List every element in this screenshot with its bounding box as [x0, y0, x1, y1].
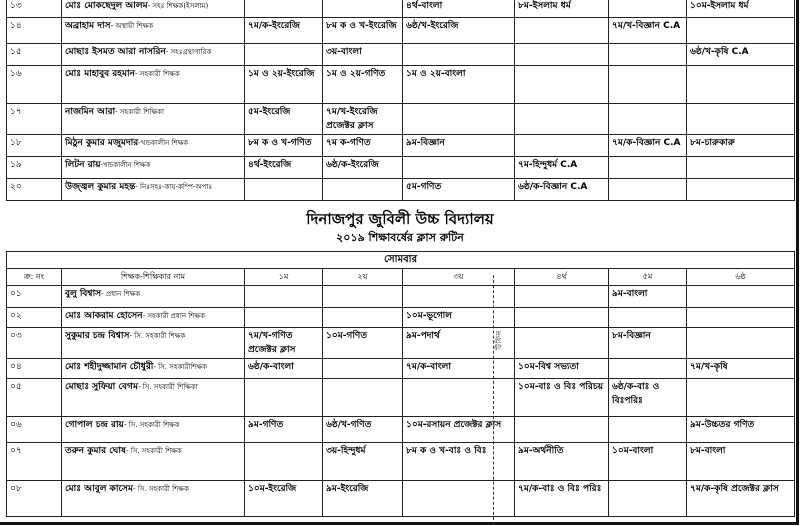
period-cell	[609, 157, 687, 179]
serial-number: ২০	[7, 179, 62, 201]
period-cell: ৮ম-বাংলা	[687, 443, 795, 481]
period-cell	[687, 308, 795, 328]
period-cell	[687, 179, 795, 201]
period-cell	[609, 66, 687, 104]
period-cell: ৭ম/ক-বাংলা	[403, 359, 515, 379]
routine-row	[7, 379, 795, 417]
period-cell: ৮ম-ইসলাম ধর্ম	[515, 0, 609, 18]
period-cell	[609, 104, 687, 135]
period-cell: ৬ষ্ঠ/ক-বাঃ ও বিঃপরিঃ	[609, 379, 687, 417]
period-cell	[245, 308, 323, 328]
routine-row	[7, 359, 795, 379]
period-cell	[687, 328, 795, 359]
routine-row	[7, 443, 795, 481]
period-cell: ১ম ও ২য়-গণিত	[323, 66, 403, 104]
column-header: ১ম	[245, 269, 323, 286]
teacher-name: মিঠুন কুমার মজুমদার-খন্ডকালীন শিক্ষক	[62, 135, 245, 157]
period-cell: ৭ম/খ-কৃষি	[687, 359, 795, 379]
teacher-name: নাজমিন আরা- সহকারী শিক্ষিকা	[62, 104, 245, 135]
period-cell: ৭ম-হিন্দুধর্ম C.A	[515, 157, 609, 179]
period-cell: ৪র্থ-বাংলা	[403, 0, 515, 18]
serial-number: ১৮	[7, 135, 62, 157]
routine-row	[7, 135, 795, 157]
period-cell: ১০ম-ইংরেজি	[245, 481, 323, 517]
serial-number: ১৩	[7, 0, 62, 18]
teacher-name: লিটন রায়-খন্ডকালীন শিক্ষক	[62, 157, 245, 179]
column-header: ক্র: নং	[7, 269, 62, 286]
teacher-name: মোঃ মাহাবুব রহমান- সহকারী শিক্ষক	[62, 66, 245, 104]
period-cell: ৯ম-অর্থনীতি	[515, 443, 609, 481]
period-cell	[609, 308, 687, 328]
period-cell: ৯ম-গণিত	[245, 417, 323, 443]
serial-number: ০৮	[7, 481, 62, 517]
period-cell	[609, 44, 687, 66]
routine-row	[7, 66, 795, 104]
period-cell: ৪র্থ-ইংরেজি	[245, 157, 323, 179]
column-header: ৫ম	[609, 269, 687, 286]
period-cell	[515, 308, 609, 328]
period-cell: ৬ষ্ঠ/ক-ইংরেজি	[323, 157, 403, 179]
period-cell: ৮ম ক ও খ-ইংরেজি	[323, 18, 403, 44]
period-cell: ৯ম-পদার্থ	[403, 328, 515, 359]
period-cell: ৬ষ্ঠ/খ-ইংরেজি	[403, 18, 515, 44]
teacher-name: সুকুমার চন্দ্র বিশ্বাস- সি. সহকারী শিক্ষক	[62, 328, 245, 359]
serial-number: ১৪	[7, 18, 62, 44]
period-cell	[323, 179, 403, 201]
period-cell	[245, 379, 323, 417]
day-label: সোমবার	[7, 252, 795, 269]
period-cell	[245, 443, 323, 481]
period-cell: ১০ম-গণিত	[323, 328, 403, 359]
routine-row	[7, 179, 795, 201]
routine-row	[7, 417, 795, 443]
teacher-name: মোছাঃ সুফিয়া বেগম- সি. সহকারী শিক্ষিকা	[62, 379, 245, 417]
period-cell: ৭ম/খ-বিজ্ঞান C.A	[609, 18, 687, 44]
period-cell	[245, 179, 323, 201]
serial-number: ০৩	[7, 328, 62, 359]
teacher-name: মোছাঃ ইসমত আরা নাসরিন- সহঃগ্রন্থাগারিক	[62, 44, 245, 66]
period-cell	[515, 44, 609, 66]
period-cell: ৮ম-বিজ্ঞান	[609, 328, 687, 359]
period-cell: ৮ম-চারুকারু	[687, 135, 795, 157]
serial-number: ০১	[7, 286, 62, 308]
period-cell	[609, 179, 687, 201]
teacher-name: বুলু বিশ্বাস- প্রধান শিক্ষক	[62, 286, 245, 308]
period-cell: ৮ম ক ও খ-গণিত	[245, 135, 323, 157]
serial-number: ১৭	[7, 104, 62, 135]
period-cell: ৭ম/ক-ইংরেজি	[245, 18, 323, 44]
routine-row	[7, 44, 795, 66]
routine-row	[7, 157, 795, 179]
routine-row	[7, 0, 795, 18]
period-cell: ৫ম-গণিত	[403, 179, 515, 201]
teacher-name: মোঃ শহীদুজ্জামান চৌধুরী- সি. সহকারীশিক্ষক	[62, 359, 245, 379]
period-cell: ১ম ও ২য়-বাংলা	[403, 66, 515, 104]
period-cell: ৭ম ক-গণিত	[323, 135, 403, 157]
period-cell: ৭ম/ক-কৃষি প্রজেক্টর ক্লাস	[687, 481, 795, 517]
period-cell	[403, 481, 515, 517]
period-cell	[609, 359, 687, 379]
period-cell	[403, 157, 515, 179]
period-cell	[687, 104, 795, 135]
period-cell	[515, 18, 609, 44]
serial-number: ১৬	[7, 66, 62, 104]
serial-number: ১৯	[7, 157, 62, 179]
period-cell	[609, 417, 687, 443]
period-cell	[609, 481, 687, 517]
teacher-name: গোপাল চন্দ্র রায়- সি. সহকারী শিক্ষক	[62, 417, 245, 443]
period-cell: ১০ম-রসায়ন প্রজেক্টর ক্লাস	[403, 417, 515, 443]
period-cell: ৭ম/ক-বিজ্ঞান C.A	[609, 135, 687, 157]
period-cell	[515, 286, 609, 308]
period-cell	[323, 359, 403, 379]
period-cell	[403, 286, 515, 308]
period-cell: ৬ষ্ঠ/খ-কৃষি C.A	[687, 44, 795, 66]
column-header: ৬ষ্ঠ	[687, 269, 795, 286]
serial-number: ০৫	[7, 379, 62, 417]
period-cell: ৬ষ্ঠ/খ-গণিত	[323, 417, 403, 443]
period-cell: ১০ম-বাংলা	[609, 443, 687, 481]
period-cell	[687, 379, 795, 417]
serial-number: ০২	[7, 308, 62, 328]
period-cell: ৯ম-ইংরেজি	[323, 481, 403, 517]
period-cell: ৬ষ্ঠ/ক-বিজ্ঞান C.A	[515, 179, 609, 201]
period-cell	[515, 417, 609, 443]
teacher-name: মোঃ মোকছেদুল আলম- সহঃ শিক্ষক(ইসলাম)	[62, 0, 245, 18]
teacher-name: উজ্জ্বল কুমার মহন্ত- নিঃসহঃ-কায-কম্পি-অপাঃ	[62, 179, 245, 201]
teacher-name: মোঃ আবুল কাসেম- সি. সহকারী শিক্ষক	[62, 481, 245, 517]
period-cell: ৭ম/খ-ইংরেজি প্রজেক্টর ক্লাস	[323, 104, 403, 135]
period-cell: ৩য়-হিন্দুধর্ম	[323, 443, 403, 481]
period-cell	[515, 328, 609, 359]
routine-row	[7, 481, 795, 517]
column-header: ৪র্থ	[515, 269, 609, 286]
period-cell: ১০ম-বিশ্ব সভ্যতা	[515, 359, 609, 379]
period-cell	[403, 44, 515, 66]
monday-routine-table	[6, 251, 795, 517]
routine-row	[7, 104, 795, 135]
routine-row	[7, 308, 795, 328]
serial-number: ১৫	[7, 44, 62, 66]
serial-number: ০৭	[7, 443, 62, 481]
top-routine-table	[6, 0, 795, 201]
period-cell	[687, 286, 795, 308]
teacher-name: তরুন কুমার ঘোষ- সি. সহকারী শিক্ষক	[62, 443, 245, 481]
tiffin-break-label: টিফিন	[495, 329, 503, 350]
period-cell	[609, 0, 687, 18]
period-cell	[403, 104, 515, 135]
period-cell	[245, 286, 323, 308]
routine-row	[7, 286, 795, 308]
period-cell	[323, 286, 403, 308]
period-cell	[687, 66, 795, 104]
period-cell: ১ম ও ২য়-ইংরেজি	[245, 66, 323, 104]
column-header-row	[7, 269, 795, 286]
school-name: দিনাজপুর জুবিলী উচ্চ বিদ্যালয়	[306, 210, 494, 228]
column-header: ৩য়	[403, 269, 515, 286]
routine-subtitle: ২০১৯ শিক্ষাবর্ষের ক্লাস রুটিন	[336, 231, 464, 244]
period-cell	[323, 308, 403, 328]
serial-number: ০৬	[7, 417, 62, 443]
period-cell	[245, 0, 323, 18]
period-cell: ৬ষ্ঠ/ক-বাংলা	[245, 359, 323, 379]
teacher-name: অব্রাহাম দাস- অস্থায়ী শিক্ষক	[62, 18, 245, 44]
period-cell	[687, 157, 795, 179]
period-cell	[323, 379, 403, 417]
teacher-name: মোঃ আকরাম হোসেন- সহকারী প্রধান শিক্ষক	[62, 308, 245, 328]
column-header: শিক্ষক-শিক্ষিকার নাম	[62, 269, 245, 286]
period-cell	[515, 66, 609, 104]
routine-row	[7, 328, 795, 359]
period-cell: ৯ম-বিজ্ঞান	[403, 135, 515, 157]
period-cell: ৫ম-ইংরেজি	[245, 104, 323, 135]
period-cell: ১০ম-বাঃ ও বিঃ পরিচয়	[515, 379, 609, 417]
period-cell: ৭ম/খ-গণিত প্রজেক্টর ক্লাস	[245, 328, 323, 359]
period-cell: ৯ম-উচ্চতর গণিত	[687, 417, 795, 443]
tiffin-break-line	[493, 275, 494, 525]
period-cell: ৩য়-বাংলা	[323, 44, 403, 66]
period-cell	[403, 379, 515, 417]
period-cell	[687, 18, 795, 44]
period-cell: ৯ম-বাংলা	[609, 286, 687, 308]
period-cell: ১০ম-ইসলাম ধর্ম	[687, 0, 795, 18]
routine-row	[7, 18, 795, 44]
period-cell	[323, 0, 403, 18]
period-cell	[515, 135, 609, 157]
column-header: ২য়	[323, 269, 403, 286]
period-cell	[515, 104, 609, 135]
period-cell: ১০ম-ভূগোল	[403, 308, 515, 328]
period-cell	[245, 44, 323, 66]
period-cell: ৮ম ক ও খ-বাঃ ও বিঃ	[403, 443, 515, 481]
serial-number: ০৪	[7, 359, 62, 379]
period-cell: ৭ম/ক-বাঃ ও বিঃ পরিঃ	[515, 481, 609, 517]
